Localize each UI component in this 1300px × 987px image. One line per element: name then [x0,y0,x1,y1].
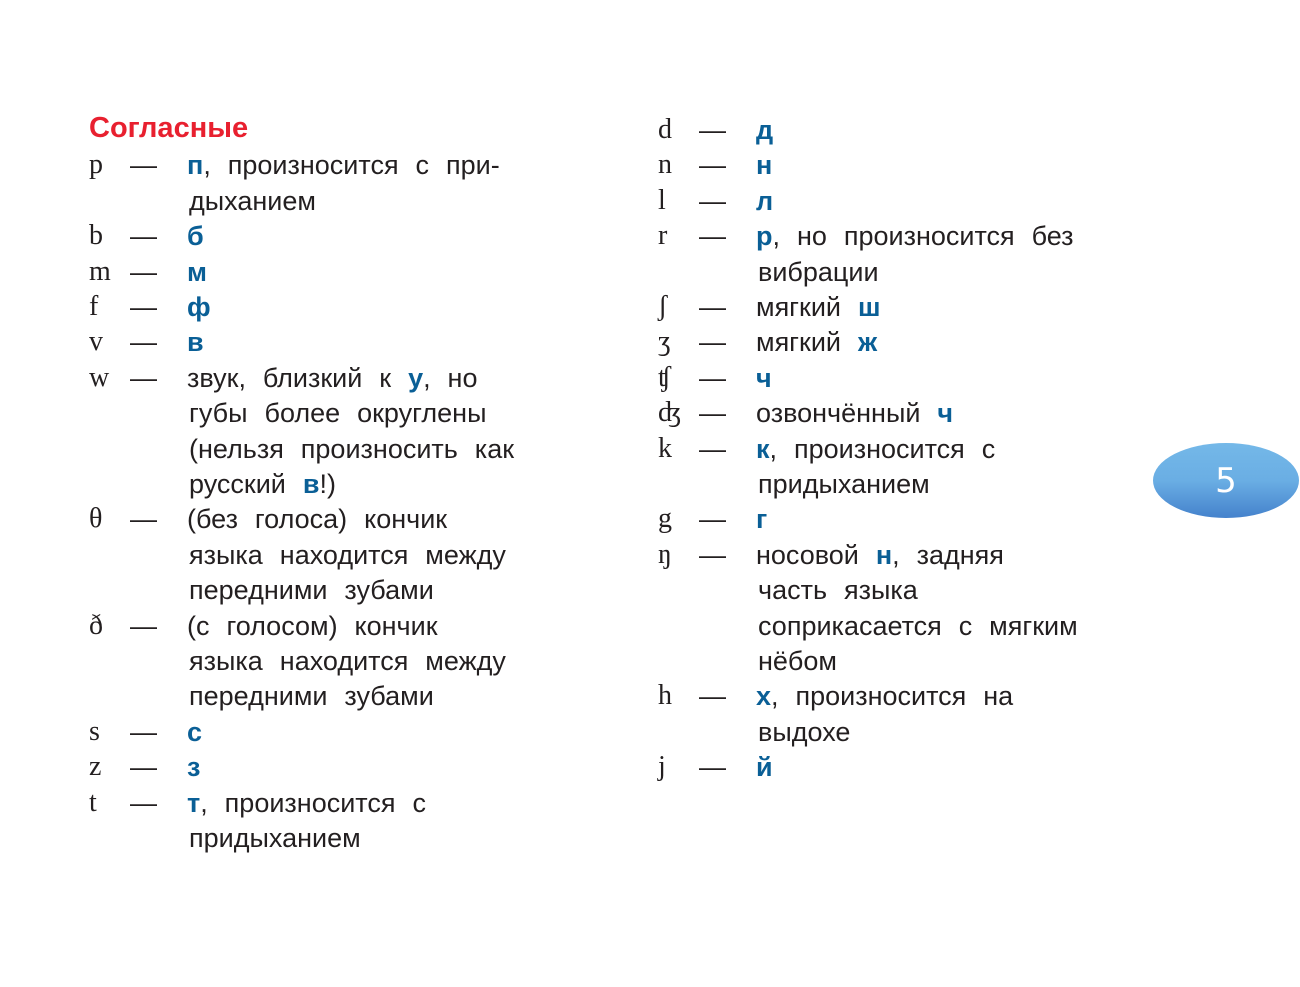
description-text: мягкий [756,292,858,322]
phonetic-symbol: p [89,149,103,181]
entry-text [756,324,877,360]
description-text: , задняя [892,539,1004,570]
dash: — [130,256,157,287]
entry-text [756,537,1004,573]
phonetic-symbol: ŋ [658,538,672,570]
phonetic-symbol: v [89,326,103,358]
phonetic-symbol: b [89,220,103,252]
russian-letter: к [756,433,770,464]
dash: — [130,292,157,322]
entry-text [756,678,1013,714]
entry-text [756,147,772,183]
description-text: выдохе [758,716,851,747]
phonetic-symbol: h [658,680,672,712]
phonetic-symbol: ð [89,609,103,641]
page-number-badge: 5 [1153,443,1299,518]
dash: — [699,221,726,252]
russian-letter: в [302,469,320,499]
description-text: , но произносится без [772,221,1074,252]
entry-text [756,183,773,219]
dash: — [699,752,726,783]
russian-letter: г [756,504,768,535]
entry-text [756,749,773,785]
entry-text [189,820,361,856]
description-text: , произносится с при- [203,150,500,181]
phonetic-symbol: t [89,786,97,818]
phonetic-symbol: l [658,184,666,216]
russian-letter: ч [756,362,772,393]
phonetic-symbol: m [89,255,111,287]
entry-text [187,749,200,785]
description-text: передними зубами [189,575,434,606]
description-text: нёбом [758,646,837,676]
russian-letter: с [187,716,203,747]
russian-letter: д [756,115,774,145]
description-text: языка находится между [189,539,506,570]
entry-text [187,714,202,750]
entry-text [756,395,953,431]
russian-letter: й [756,752,773,783]
entry-text [189,678,434,714]
entry-text [758,608,1078,644]
russian-letter: ж [857,327,878,358]
entry-text [189,572,434,608]
russian-letter: б [187,221,204,252]
phonetic-symbol: ʒ [658,326,671,358]
phonetic-symbol: g [658,503,672,535]
dash: — [699,681,726,712]
dash: — [130,610,157,641]
description-text: придыханием [189,823,361,853]
entry-text [758,466,930,502]
dash: — [130,362,157,393]
russian-letter: н [875,539,893,570]
dash: — [130,787,157,818]
dash: — [699,504,726,535]
entry-text [187,324,204,360]
russian-letter: н [756,150,773,181]
description-text: !) [319,469,336,499]
description-text: озвончённый [756,398,938,429]
dash: — [699,327,726,358]
dash: — [130,504,157,535]
entry-text [756,289,880,325]
description-text: , произносится с [769,433,996,464]
phonetic-symbol: d [658,114,672,145]
phonetic-symbol: n [658,149,672,181]
entry-text [189,466,336,502]
phonetic-symbol: s [89,715,100,747]
entry-text [756,431,995,467]
phonetic-symbol: k [658,432,672,464]
phonetic-symbol: ʃ [658,291,668,322]
russian-letter: з [187,752,201,783]
entry-text [758,254,879,290]
dash: — [130,150,157,181]
entry-text [187,501,447,537]
entry-text [189,395,486,431]
description-text: часть языка [758,575,918,606]
entry-text [187,360,477,396]
description-text: придыханием [758,469,930,499]
entry-text [187,254,207,290]
dash: — [699,185,726,216]
phonetic-symbol: w [89,361,110,393]
russian-letter: у [408,362,424,393]
entry-text [756,501,767,537]
entry-text [187,147,500,183]
entry-text [756,218,1074,254]
phonetic-symbol: θ [89,503,103,535]
dash: — [699,362,726,393]
phonetic-symbol: r [658,220,668,252]
description-text: носовой [756,539,876,570]
entry-text [189,183,316,219]
entry-text [187,608,438,644]
description-text: (с голосом) кончик [187,610,438,641]
description-text: губы более округлены [189,398,487,429]
entry-text [187,218,204,254]
dash: — [699,433,726,464]
dash: — [699,539,726,570]
description-text: (без голоса) кончик [187,504,448,535]
dash: — [130,221,157,252]
russian-letter: п [187,150,204,181]
dash: — [130,752,157,783]
entry-text [189,643,506,679]
section-title: Согласные [89,112,249,144]
russian-letter: ш [857,292,881,322]
description-text: (нельзя произносить как [189,433,515,464]
phonetic-symbol: z [89,751,102,783]
entry-text [758,643,837,679]
description-text: , произносится с [200,787,426,818]
description-text: звук, близкий к [187,362,409,393]
dash: — [699,150,726,181]
russian-letter: л [756,185,774,216]
entry-text [758,572,918,608]
description-text: передними зубами [189,681,434,712]
description-text: дыханием [189,185,316,216]
dash: — [130,327,157,358]
dash: — [699,398,726,429]
entry-text [756,112,773,148]
entry-text [189,537,506,573]
dash: — [130,716,157,747]
dash: — [699,292,726,322]
phonetic-symbol: j [658,751,666,783]
entry-text [187,785,426,821]
entry-text [756,360,772,396]
description-text: русский [189,469,303,499]
entry-text [187,289,211,325]
entry-text [758,714,850,750]
phonetic-symbol: ʧ [658,361,671,393]
russian-letter: м [187,256,207,287]
description-text: вибрации [758,256,879,287]
description-text: , произносится на [771,681,1014,712]
description-text: мягкий [756,327,858,358]
description-text: , но [423,362,478,393]
russian-letter: в [187,327,204,358]
russian-letter: ф [187,292,211,322]
description-text: языка находится между [189,646,506,676]
entry-text [189,431,514,467]
russian-letter: р [756,221,773,252]
description-text: соприкасается с мягким [758,610,1078,641]
russian-letter: ч [937,398,954,429]
phonetic-symbol: f [89,291,99,322]
dash: — [699,115,726,145]
russian-letter: т [187,787,201,818]
russian-letter: х [756,681,772,712]
phonetic-symbol: ʤ [658,397,682,429]
